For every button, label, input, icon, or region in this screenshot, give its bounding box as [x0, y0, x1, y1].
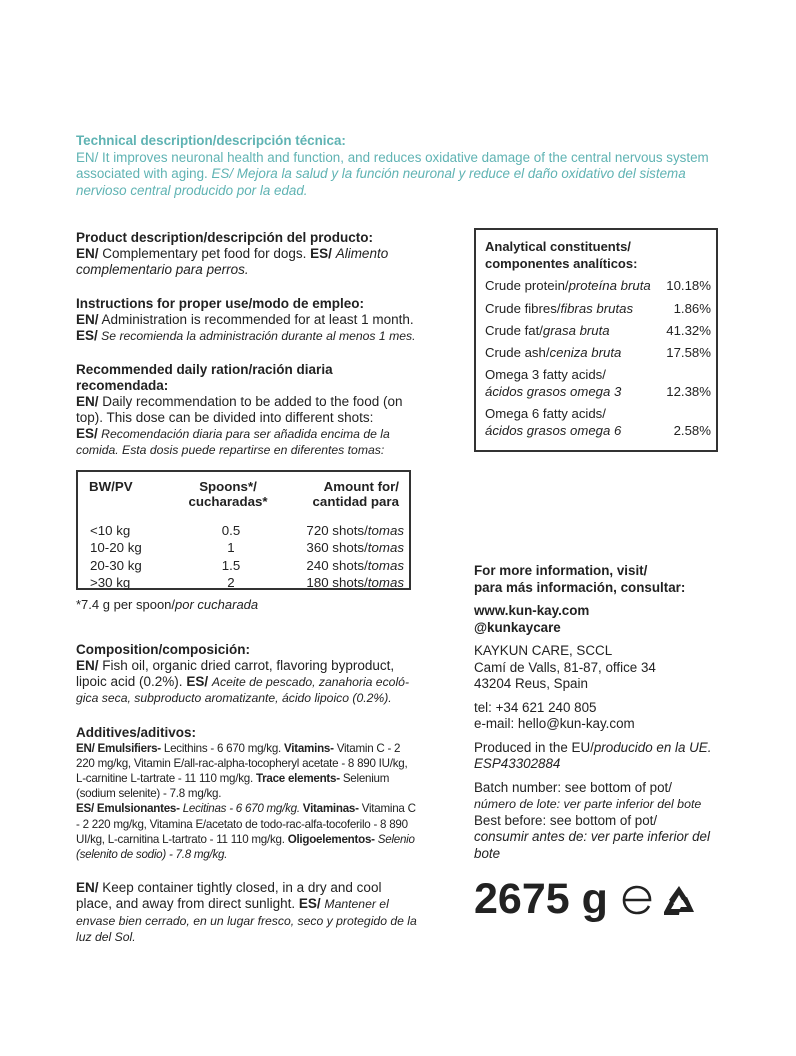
dosage-table-body [89, 522, 405, 591]
more-info-en: For more information, visit/ [474, 563, 648, 578]
es-emulsifiers-label: ES/ Emulsionantes- [76, 802, 180, 816]
es-tag: ES/ [186, 674, 209, 689]
es-tag: ES/ [310, 246, 332, 261]
storage-section [76, 880, 420, 945]
amount-cell [285, 539, 405, 556]
social-handle[interactable]: @kunkaycare [474, 619, 561, 635]
analytical-title: Analytical constituents/ componentes analíticos: [485, 239, 638, 271]
bw-cell: <10 kg [90, 523, 131, 538]
constituent-es: grasa bruta [542, 323, 610, 338]
analytical-row [485, 300, 711, 317]
bw-cell: 10-20 kg [90, 540, 142, 556]
bw-cell: >30 kg [90, 574, 131, 590]
constituent-es: ácidos grasos omega 3 [485, 384, 622, 399]
en-emulsifiers-text: Lecithins - 6 670 mg/kg. [163, 741, 281, 755]
produced-en: Produced in the EU/ [474, 739, 594, 755]
table-row [89, 539, 405, 556]
instructions-section [76, 296, 420, 344]
table-row [89, 574, 405, 591]
amount-cell [285, 557, 405, 574]
more-info-es: para más información, consultar: [474, 579, 686, 595]
instructions-en: Administration is recommended for at least 1 month. [101, 312, 414, 327]
best-before-es: consumir antes de: ver parte inferior del bote [474, 829, 710, 861]
composition-section [76, 642, 420, 707]
address-line-2: 43204 Reus, Spain [474, 676, 588, 691]
spoons-cell: 1.5 [221, 557, 241, 573]
header-spoons: Spoons*/ cucharadas* [188, 479, 268, 510]
es-tag: ES/ [76, 426, 98, 442]
technical-description [76, 133, 716, 199]
analytical-row [485, 344, 711, 361]
spoon-note-en: *7.4 g per spoon/ [76, 597, 176, 612]
additives-heading: Additives/aditivos: [76, 724, 197, 740]
dosage-table [76, 470, 411, 590]
product-en: Complementary pet food for dogs. [102, 246, 307, 261]
composition-en: Fish oil, organic dried carrot, flavoring byproduct, lipoic acid (0.2%). [76, 658, 395, 689]
analytical-constituents-box [474, 228, 718, 452]
constituent-en: Crude fibres/ [485, 301, 561, 316]
constituent-en: Crude protein/ [485, 278, 569, 293]
analytical-row [485, 277, 711, 294]
composition-es: Aceite de pescado, zanahoria ecoló-gica seca, subproducto aromatizante, ácido lipoico (0.2%). [76, 675, 410, 706]
technical-heading: Technical description/descripción técnica: [76, 133, 346, 148]
product-heading: Product description/descripción del producto: [76, 230, 374, 245]
en-vitamins-text: Vitamin C - 2 220 mg/kg, Vitamin E/all-rac-alpha-tocopheryl acetate - 8 890 IU/kg, L-carnitine L-tartrate - 11 110 mg/kg. [76, 741, 408, 785]
constituent-value: 41.32% [666, 323, 711, 338]
amount-es: tomas [367, 574, 404, 590]
constituent-es: ceniza bruta [549, 345, 622, 360]
constituent-value: 1.86% [673, 301, 711, 316]
header-bw: BW/PV [89, 479, 133, 494]
amount-en: 240 shots/ [306, 557, 368, 573]
spoon-note [76, 597, 258, 612]
instructions-heading: Instructions for proper use/modo de empleo: [76, 296, 365, 311]
es-vitamins-label: Vitaminas- [302, 802, 359, 816]
constituent-en: Crude fat/ [485, 323, 543, 338]
table-row [89, 522, 405, 539]
constituent-es: fibras brutas [560, 301, 634, 316]
constituent-value: 12.38% [666, 384, 711, 399]
composition-heading: Composition/composición: [76, 642, 250, 657]
product-es: Alimento complementario para perros. [76, 246, 389, 277]
en-emulsifiers-label: EN/ Emulsifiers- [76, 741, 161, 755]
batch-en: Batch number: see bottom of pot/ [474, 779, 672, 795]
en-tag: EN/ [76, 312, 99, 327]
amount-en: 720 shots/ [306, 523, 368, 538]
en-trace-text: Selenium (sodium selenite) - 7.8 mg/kg. [76, 772, 390, 801]
storage-es: Mantener el envase bien cerrado, en un lugar fresco, seco y protegido de la luz del Sol. [76, 897, 417, 944]
batch-es: número de lote: ver parte inferior del bote [474, 797, 702, 811]
en-tag: EN/ [76, 246, 99, 261]
produced-es: producido en la UE. [593, 739, 712, 755]
registry-number: ESP43302884 [474, 756, 561, 771]
website-link[interactable]: www.kun-kay.com [474, 603, 590, 618]
storage-en: Keep container tightly closed, in a dry and cool place, and away from direct sunlight. [76, 880, 382, 912]
constituent-en: Omega 6 fatty acids/ [485, 406, 606, 421]
recycle-icon [660, 884, 698, 923]
es-emulsifiers-text: Lecitinas - 6 670 mg/kg. [182, 802, 300, 816]
product-section [76, 230, 420, 278]
spoons-cell: 2 [227, 574, 235, 590]
amount-es: tomas [367, 540, 404, 556]
ration-en: Daily recommendation to be added to the food (on top). This dose can be divided into different shots: [76, 394, 403, 426]
amount-es: tomas [367, 557, 404, 573]
contact-info [474, 563, 724, 862]
es-vitamins-text: Vitamina C - 2 220 mg/kg, Vitamina E/acetato de todo-rac-alfa-tocoferilo - 8 890 UI/kg, L-carnitina L-tartrato - 11 110 mg/kg. [76, 802, 416, 846]
left-column [76, 230, 420, 476]
technical-en: EN/ It improves neuronal health and function, and reduces oxidative damage of the central nervous system associated with aging. [76, 149, 709, 181]
amount-es: tomas [367, 523, 404, 538]
spoons-cell: 1 [227, 540, 235, 556]
phone[interactable]: tel: +34 621 240 805 [474, 699, 597, 715]
amount-cell [285, 574, 405, 591]
net-weight: 2675 g [474, 875, 608, 923]
en-vitamins-label: Vitamins- [283, 741, 334, 755]
constituent-value: 17.58% [666, 345, 711, 360]
es-tag: ES/ [76, 328, 98, 343]
ration-heading: Recommended daily ration/ración diaria recomendada: [76, 362, 333, 394]
analytical-row [485, 322, 711, 339]
es-oligo-label: Oligoelementos- [287, 832, 375, 846]
analytical-row [485, 366, 711, 400]
email[interactable]: e-mail: hello@kun-kay.com [474, 716, 635, 731]
amount-en: 180 shots/ [306, 574, 368, 590]
more-info-heading [474, 563, 724, 596]
company-name: KAYKUN CARE, SCCL [474, 643, 613, 658]
constituent-en: Omega 3 fatty acids/ [485, 367, 606, 382]
constituent-value: 10.18% [666, 278, 711, 293]
estimated-e-mark-icon [620, 884, 656, 921]
en-tag: EN/ [76, 658, 99, 673]
constituent-es: ácidos grasos omega 6 [485, 423, 622, 438]
constituent-en: Crude ash/ [485, 345, 550, 360]
ration-es: Recomendación diaria para ser añadida encima de la comida. Esta dosis puede repartirse en diferentes tomas: [76, 427, 390, 457]
bw-cell: 20-30 kg [90, 557, 142, 573]
en-tag: EN/ [76, 880, 99, 896]
address-line-1: Camí de Valls, 81-87, office 34 [474, 659, 656, 675]
es-oligo-text: Selenio (selenito de sodio) - 7.8 mg/kg. [76, 832, 415, 862]
additives-section [76, 725, 420, 863]
analytical-row [485, 405, 711, 439]
table-row [89, 557, 405, 574]
spoons-cell: 0.5 [221, 523, 241, 538]
spoon-note-es: por cucharada [175, 597, 259, 612]
best-before-en: Best before: see bottom of pot/ [474, 812, 658, 828]
constituent-es: proteína bruta [568, 278, 651, 293]
technical-es: ES/ Mejora la salud y la función neuronal y reduce el daño oxidativo del sistema nervioso central producido por la edad. [76, 166, 686, 198]
amount-en: 360 shots/ [306, 540, 368, 556]
instructions-es: Se recomienda la administración durante al menos 1 mes. [101, 329, 416, 343]
constituent-value: 2.58% [673, 423, 711, 438]
dosage-table-header [89, 479, 399, 510]
en-tag: EN/ [76, 394, 99, 410]
ration-section [76, 362, 420, 458]
en-trace-label: Trace elements- [255, 772, 340, 785]
header-amount: Amount for/ cantidad para [312, 479, 399, 510]
es-tag: ES/ [298, 896, 321, 912]
composition-column [76, 642, 420, 963]
amount-cell [285, 522, 405, 539]
